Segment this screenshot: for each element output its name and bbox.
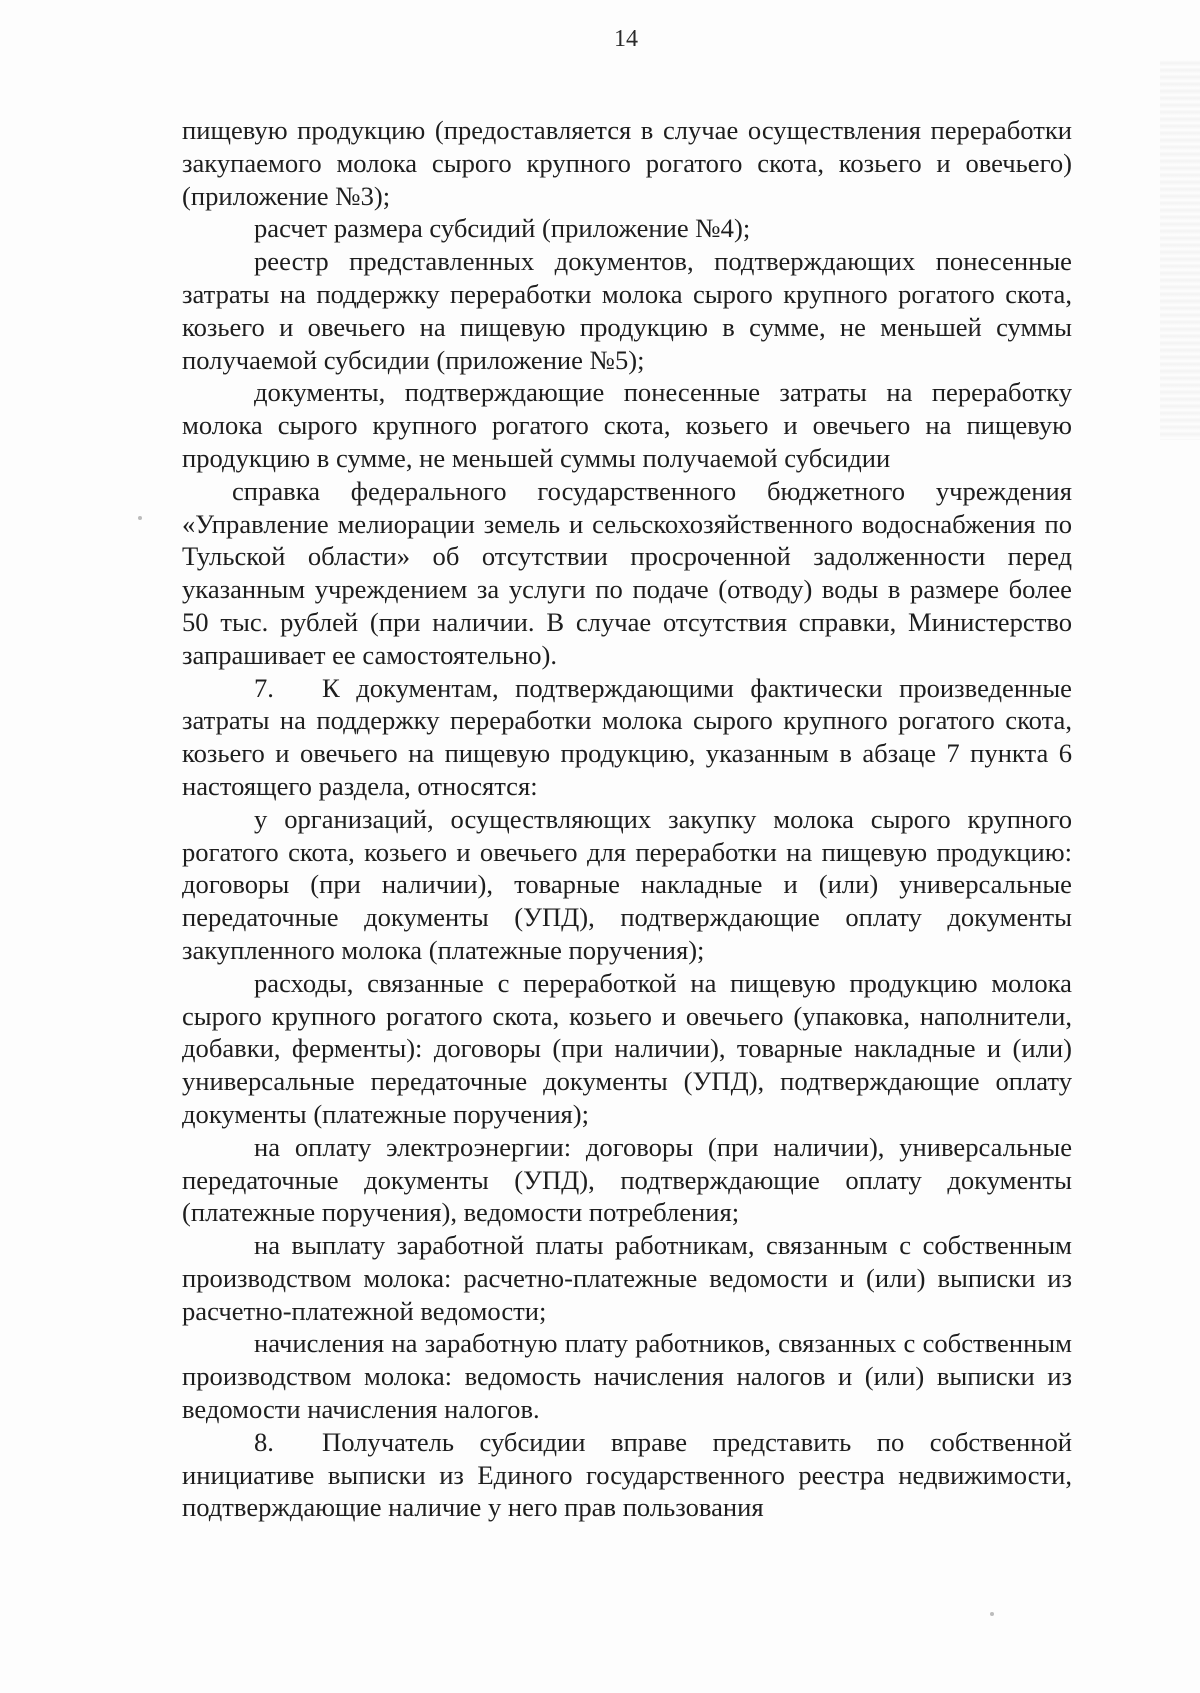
paragraph-number: 8. bbox=[254, 1426, 274, 1457]
paragraph-item: расчет размера субсидий (приложение №4); bbox=[254, 213, 751, 244]
paragraph-item: расходы, связанные с переработкой на пищевую продукцию молока сырого крупного рогатого скота, козьего и овечьего (упаковка, наполнители, добавки, ферменты): договоры (при наличии), товарные накладные и (или) универсальные передаточные документы (УПД), подтверждающие оплату документы (платежные поручения); bbox=[182, 967, 1072, 1129]
paragraph-item: реестр представленных документов, подтверждающих понесенные затраты на поддержку переработки молока сырого крупного рогатого скота, козьего и овечьего на пищевую продукцию в сумме, не меньшей суммы получаемой субсидии (приложение №5); bbox=[182, 246, 1072, 375]
paragraph-item: на оплату электроэнергии: договоры (при наличии), универсальные передаточные документы (УПД), подтверждающие оплату документы (платежные поручения), ведомости потребления; bbox=[182, 1131, 1072, 1228]
paragraph-continuation: пищевую продукцию (предоставляется в случае осуществления переработки закупаемого молока сырого крупного рогатого скота, козьего и овечьего) (приложение №3); bbox=[182, 115, 1072, 211]
paragraph-text: Получатель субсидии вправе представить по собственной инициативе выписки из Единого государственного реестра недвижимости, подтверждающие наличие у него прав пользования bbox=[182, 1426, 1072, 1523]
page-number: 14 bbox=[614, 26, 638, 52]
paragraph-text: К документам, подтверждающими фактически произведенные затраты на поддержку переработки молока сырого крупного рогатого скота, козьего и овечьего на пищевую продукцию, указанным в абзаце 7 пункта 6 настоящего раздела, относятся: bbox=[182, 672, 1072, 801]
paragraph-numbered bbox=[182, 672, 1072, 803]
document-body bbox=[182, 114, 1072, 1524]
paragraph-number: 7. bbox=[254, 672, 274, 703]
paragraph-item: начисления на заработную плату работников, связанных с собственным производством молока: ведомость начисления налогов и (или) выписки из ведомости начисления налогов. bbox=[182, 1328, 1072, 1425]
paragraph-item: справка федерального государственного бюджетного учреждения «Управление мелиорации земель и сельскохозяйственного водоснабжения по Тульской области» об отсутствии просроченной задолженности перед указанным учреждением за услуги по подаче (отводу) воды в размере более 50 тыс. рублей (при наличии. В случае отсутствия справки, Министерство запрашивает ее самостоятельно). bbox=[182, 475, 1072, 670]
scan-speck bbox=[138, 516, 142, 520]
scan-speck bbox=[990, 1612, 994, 1616]
scan-noise bbox=[1160, 60, 1200, 440]
paragraph-numbered bbox=[182, 1426, 1072, 1524]
paragraph-item: на выплату заработной платы работникам, связанным с собственным производством молока: расчетно-платежные ведомости и (или) выписки из расчетно-платежной ведомости; bbox=[182, 1230, 1072, 1326]
paragraph-item: у организаций, осуществляющих закупку молока сырого крупного рогатого скота, козьего и овечьего для переработки на пищевую продукцию: договоры (при наличии), товарные накладные и (или) универсальные передаточные документы (УПД), подтверждающие оплату документы закупленного молока (платежные поручения); bbox=[182, 803, 1072, 965]
paragraph-item: документы, подтверждающие понесенные затраты на переработку молока сырого крупного рогатого скота, козьего и овечьего на пищевую продукцию в сумме, не меньшей суммы получаемой субсидии bbox=[182, 377, 1072, 473]
